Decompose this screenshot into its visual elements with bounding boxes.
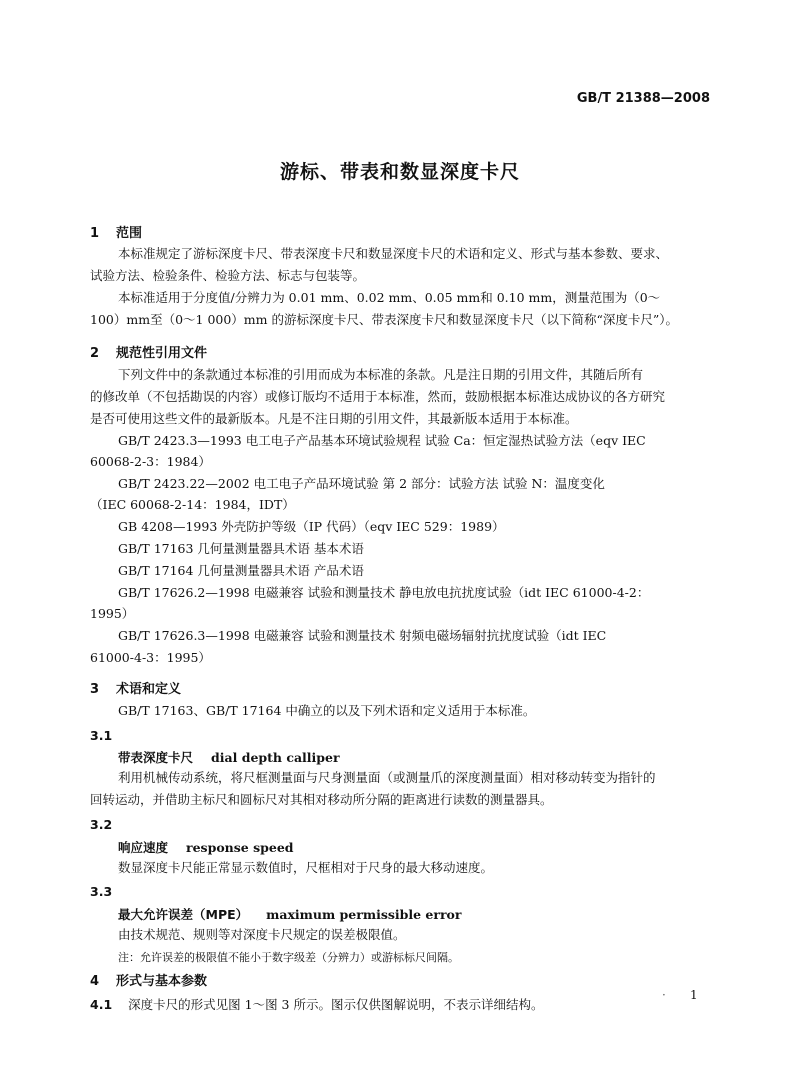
scope-para-1-line-1: 本标准规定了游标深度卡尺、带表深度卡尺和数显深度卡尺的术语和定义、形式与基本参数、要求、: [118, 246, 669, 261]
section-heading-4: [90, 970, 207, 989]
definition-3-1-line-2: 回转运动，并借助主标尺和圆标尺对其相对移动所分隔的距离进行读数的测量器具。: [90, 792, 553, 807]
refs-intro-line-1: 下列文件中的条款通过本标准的引用而成为本标准的条款。凡是注日期的引用文件，其随后所有: [118, 367, 644, 382]
term-cn: 响应速度: [118, 840, 169, 855]
term-en: dial depth calliper: [211, 750, 340, 765]
term-cn: 带表深度卡尺: [118, 750, 194, 765]
term-en: response speed: [186, 840, 294, 855]
reference-item-3: GB 4208—1993 外壳防护等级（IP 代码）（eqv IEC 529：1989）: [118, 519, 505, 534]
refs-intro-line-2: 的修改单（不包括勘误的内容）或修订版均不适用于本标准，然而，鼓励根据本标准达成协议的各方研究: [90, 389, 666, 404]
section-number: 3: [90, 682, 100, 697]
document-title: 游标、带表和数显深度卡尺: [279, 161, 520, 183]
term-3-1: [118, 748, 340, 766]
refs-intro-line-3: 是否可使用这些文件的最新版本。凡是不注日期的引用文件，其最新版本适用于本标准。: [90, 411, 578, 426]
section-number: 1: [90, 226, 100, 241]
reference-item-7-line-2: 61000-4-3：1995）: [90, 650, 211, 665]
clause-4-1-text: 深度卡尺的形式见图 1～图 3 所示。图示仅供图解说明，不表示详细结构。: [128, 997, 544, 1012]
reference-item-5: GB/T 17164 几何量测量器具术语 产品术语: [118, 563, 364, 578]
reference-item-6-line-2: 1995）: [90, 606, 135, 621]
reference-item-1-line-1: GB/T 2423.3—1993 电工电子产品基本环境试验规程 试验 Ca：恒定湿热试验方法（eqv IEC: [118, 433, 646, 448]
footer-mark: ·: [662, 988, 666, 1002]
reference-item-4: GB/T 17163 几何量测量器具术语 基本术语: [118, 541, 364, 556]
definition-3-1-line-1: 利用机械传动系统，将尺框测量面与尺身测量面（或测量爪的深度测量面）相对移动转变为指针的: [118, 770, 656, 785]
definition-3-2: 数显深度卡尺能正常显示数值时，尺框相对于尺身的最大移动速度。: [118, 860, 494, 875]
term-3-2: [118, 838, 294, 856]
section-number: 2: [90, 346, 100, 361]
term-cn: 最大允许误差（MPE）: [118, 907, 249, 922]
standard-code: GB/T 21388—2008: [576, 91, 710, 106]
scope-para-1-line-2: 试验方法、检验条件、检验方法、标志与包装等。: [90, 268, 366, 283]
section-heading-2: [90, 342, 207, 361]
section-title: 术语和定义: [116, 682, 182, 697]
section-title: 规范性引用文件: [116, 346, 208, 361]
term-en: maximum permissible error: [266, 907, 462, 922]
clause-4-1: [90, 994, 543, 1016]
section-title: 范围: [116, 226, 143, 241]
section-number: 4: [90, 974, 100, 989]
term-3-3: [118, 905, 461, 923]
section-heading-3: [90, 678, 181, 697]
clause-number-3-2: 3.2: [90, 817, 113, 832]
clause-number-4-1: 4.1: [90, 997, 113, 1012]
section-heading-1: [90, 222, 142, 241]
reference-item-2-line-1: GB/T 2423.22—2002 电工电子产品环境试验 第 2 部分：试验方法 试验 N：温度变化: [118, 476, 605, 491]
reference-item-6-line-1: GB/T 17626.2—1998 电磁兼容 试验和测量技术 静电放电抗扰度试验（idt IEC 61000-4-2：: [118, 585, 650, 600]
page-number: 1: [690, 988, 698, 1002]
definition-3-3: 由技术规范、规则等对深度卡尺规定的误差极限值。: [118, 927, 406, 942]
terms-intro: GB/T 17163、GB/T 17164 中确立的以及下列术语和定义适用于本标准。: [118, 703, 536, 718]
scope-para-2-line-2: 100）mm至（0～1 000）mm 的游标深度卡尺、带表深度卡尺和数显深度卡尺（以下简称“深度卡尺”）。: [90, 312, 679, 327]
reference-item-2-line-2: （IEC 60068-2-14：1984，IDT）: [90, 497, 295, 512]
clause-number-3-3: 3.3: [90, 884, 113, 899]
clause-number-3-1: 3.1: [90, 728, 113, 743]
note-3-3: 注：允许误差的极限值不能小于数字级差（分辨力）或游标标尺间隔。: [118, 951, 459, 964]
section-title: 形式与基本参数: [116, 974, 208, 989]
scope-para-2-line-1: 本标准适用于分度值/分辨力为 0.01 mm、0.02 mm、0.05 mm和 0.10 mm，测量范围为（0～: [118, 290, 661, 305]
reference-item-1-line-2: 60068-2-3：1984）: [90, 454, 211, 469]
reference-item-7-line-1: GB/T 17626.3—1998 电磁兼容 试验和测量技术 射频电磁场辐射抗扰度试验（idt IEC: [118, 628, 607, 643]
